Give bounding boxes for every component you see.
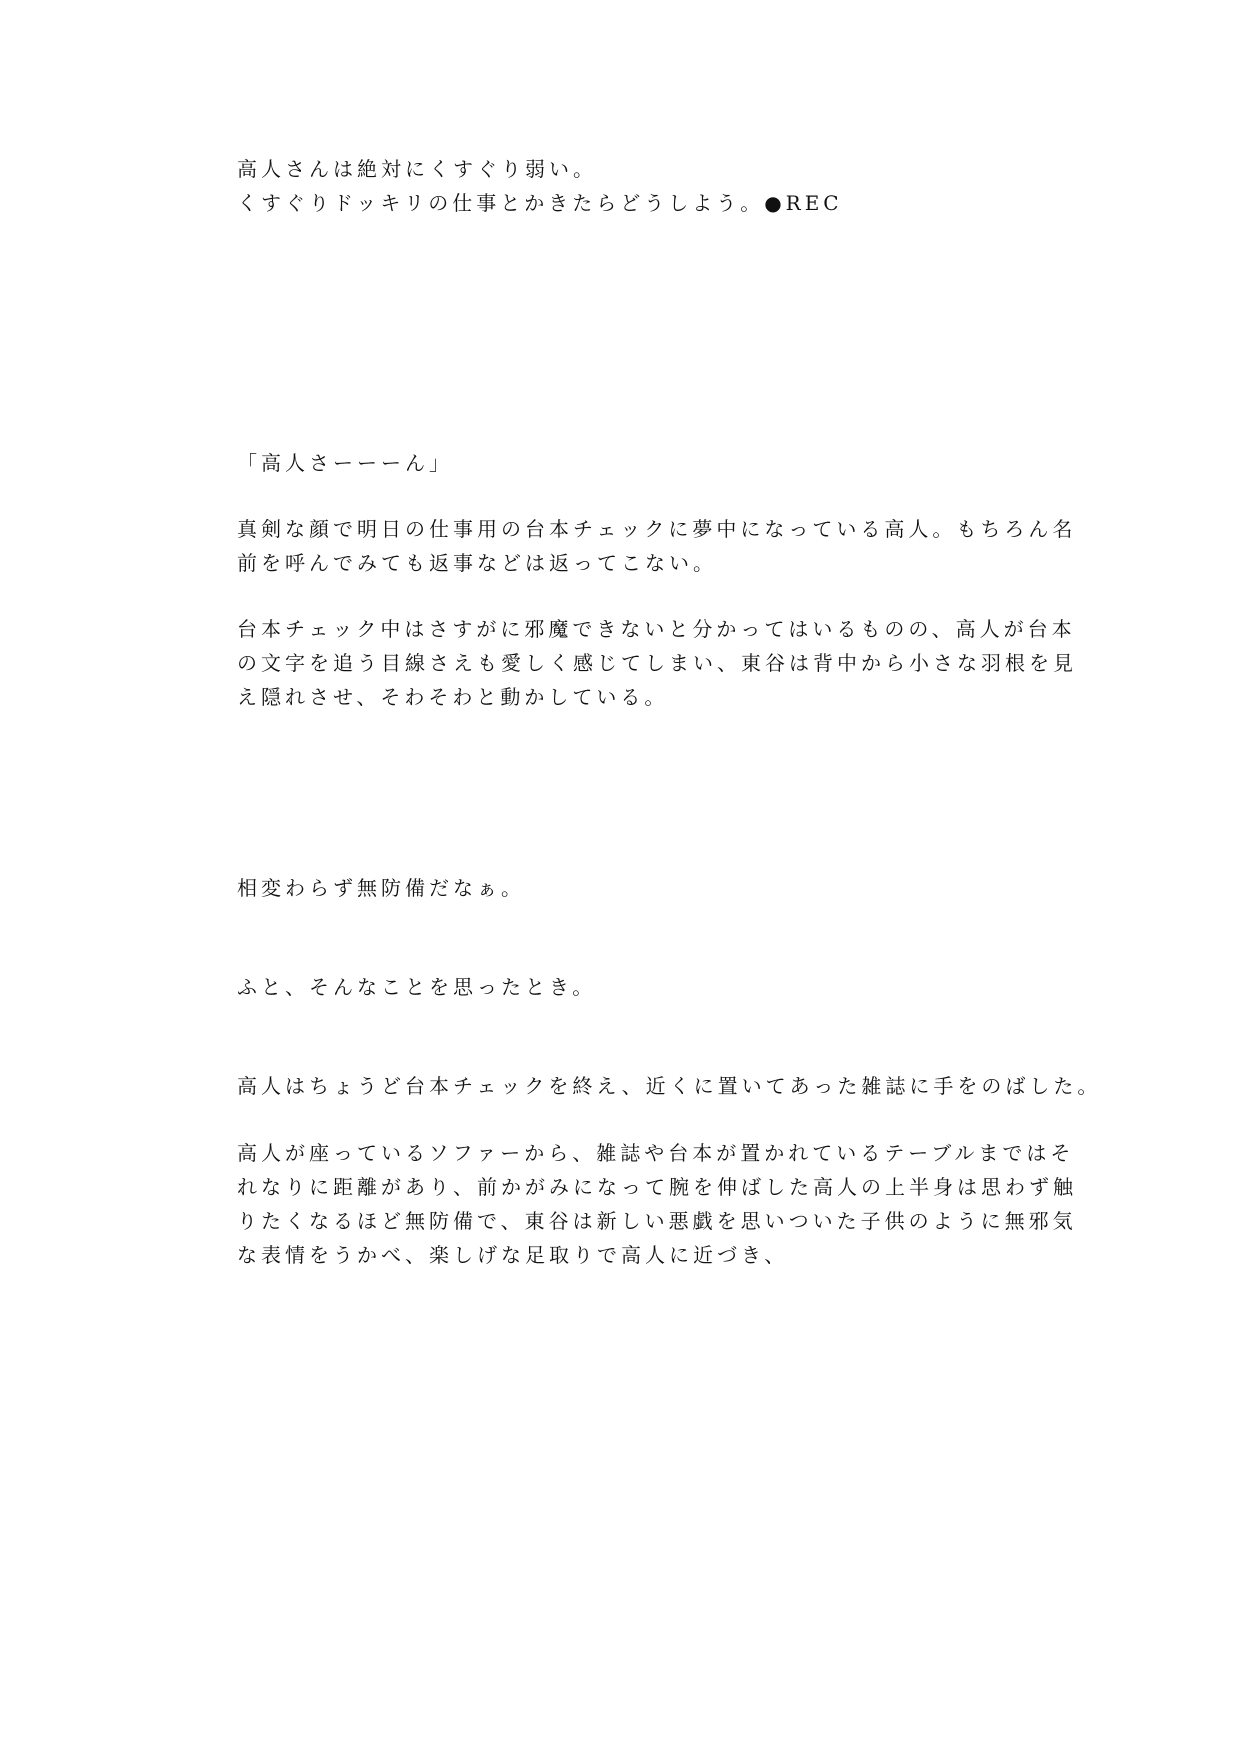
paragraph-5-line-1: 高人が座っているソファーから、雑誌や台本が置かれているテーブルまではそ [237, 1141, 1075, 1165]
paragraph-1-line-2: 前を呼んでみても返事などは返ってこない。 [237, 551, 717, 575]
paragraph-5-line-4: な表情をうかべ、楽しげな足取りで高人に近づき、 [237, 1243, 789, 1267]
paragraph-3-line-1: ふと、そんなことを思ったとき。 [237, 975, 597, 999]
header-line-1: 高人さんは絶対にくすぐり弱い。 [237, 157, 597, 181]
header-line-2: くすぐりドッキリの仕事とかきたらどうしよう。●REC [237, 191, 843, 215]
paragraph-4-line-1: 高人はちょうど台本チェックを終え、近くに置いてあった雑誌に手をのばした。 [237, 1074, 1102, 1098]
paragraph-2-line-3: え隠れさせ、そわそわと動かしている。 [237, 685, 669, 709]
paragraph-2-line-1: 台本チェック中はさすがに邪魔できないと分かってはいるものの、高人が台本 [237, 617, 1076, 641]
paragraph-5-line-2: れなりに距離があり、前かがみになって腕を伸ばした高人の上半身は思わず触 [237, 1175, 1077, 1199]
thought-line: 相変わらず無防備だなぁ。 [237, 876, 525, 900]
paragraph-1-line-1: 真剣な顔で明日の仕事用の台本チェックに夢中になっている高人。もちろん名 [237, 517, 1077, 541]
paragraph-2-line-2: の文字を追う目線さえも愛しく感じてしまい、東谷は背中から小さな羽根を見 [237, 651, 1077, 675]
paragraph-5-line-3: りたくなるほど無防備で、東谷は新しい悪戯を思いついた子供のように無邪気 [237, 1209, 1077, 1233]
dialogue-line: 「高人さーーーん」 [237, 451, 453, 475]
